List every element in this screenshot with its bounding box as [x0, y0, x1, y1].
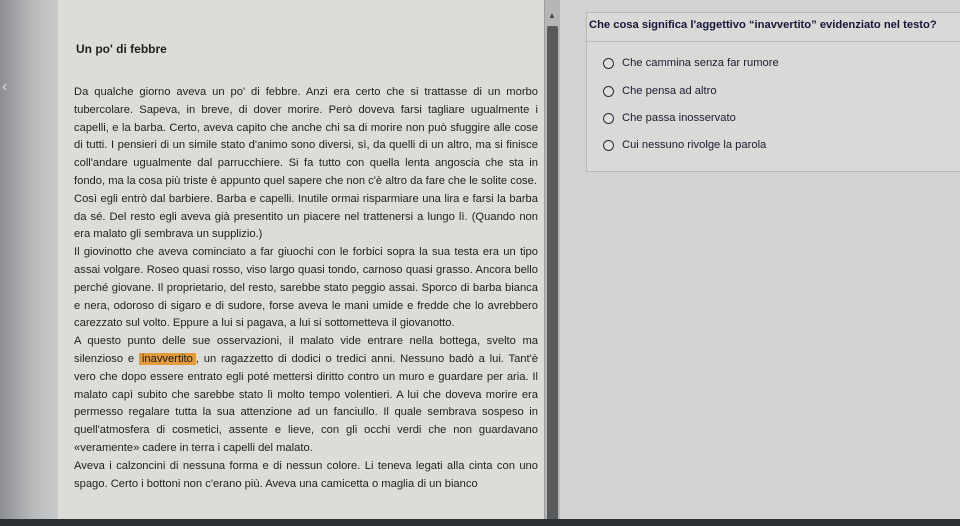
- question-divider: [587, 41, 960, 42]
- answer-option-label: Che cammina senza far rumore: [622, 57, 779, 69]
- left-edge-panel: [0, 0, 58, 526]
- scrollbar-track[interactable]: [544, 0, 561, 526]
- question-pane: [560, 0, 960, 526]
- scrollbar-thumb[interactable]: [547, 26, 558, 520]
- answer-option-label: Che passa inosservato: [622, 112, 736, 124]
- passage-paragraph-highlighted: [74, 333, 538, 458]
- passage-title: Un po' di febbre: [76, 42, 167, 56]
- radio-button[interactable]: [603, 58, 614, 69]
- answer-option-1[interactable]: [603, 57, 779, 69]
- passage-paragraph: Aveva i calzoncini di nessuna forma e di nessun colore. Li teneva legati alla cinta con uno spago. Certo i bottoni non c'erano più. Aveva una camicetta o maglia di un bianco: [74, 459, 538, 490]
- bottom-bar: [0, 519, 960, 526]
- scroll-up-arrow-icon[interactable]: ▲: [548, 11, 556, 20]
- radio-button[interactable]: [603, 113, 614, 124]
- answer-option-4[interactable]: [603, 139, 766, 151]
- passage-paragraph: Il giovinotto che aveva cominciato a far giuochi con le forbici sopra la sua testa era un tipo assai volgare. Roseo quasi rosso, viso largo quasi tondo, carnoso quasi grasso. Ancora bello perché giovane. Il proprietario, del resto, sarebbe stato peggio assai. Sporco di barba bianca e nera, odoroso di sigaro e di sudore, forse aveva le mani umide e fredde che lo avrebbero carezzato sul volto. Eppure a lui si pagava, a lui si sottometteva il giovanotto.: [74, 246, 538, 330]
- answer-option-label: Che pensa ad altro: [622, 85, 717, 97]
- radio-button[interactable]: [603, 86, 614, 97]
- question-text: Che cosa significa l'aggettivo “inavvertito” evidenziato nel testo?: [589, 19, 937, 31]
- answer-option-3[interactable]: [603, 112, 736, 124]
- paragraph-text-after: , un ragazzetto di dodici o tredici anni. Nessuno badò a lui. Tant'è vero che dopo essere entrato egli poté mettersi diritto contro un muro e guardare per aria. Il malato capì subito che sarebbe stato lì molto tempo volentieri. A lui che doveva morire era permesso regalare tutta la sua attenzione ad un fanciullo. Il quale sembrava sospeso in quell'atmosfera di cosmetici, assente e lieve, con gli occhi verdi che non guardavano «veramente» cadere in terra i capelli del malato.: [74, 352, 538, 454]
- reading-pane: [58, 0, 544, 526]
- passage-paragraph: Così egli entrò dal barbiere. Barba e capelli. Inutile ormai risparmiare una lira e farsi la barba da sé. Del resto egli aveva già presentito un piacere nel trattenersi a lungo lì. (Quando non era malato gli sembrava un supplizio.): [74, 192, 538, 241]
- radio-button[interactable]: [603, 140, 614, 151]
- answer-option-label: Cui nessuno rivolge la parola: [622, 139, 767, 151]
- paragraph-text-before: A questo punto delle sue osservazioni, il malato vide entrare nella bottega, svelto ma silenzioso e: [74, 335, 538, 365]
- passage-body: [74, 84, 538, 493]
- answer-option-2[interactable]: [603, 85, 717, 97]
- highlighted-word: inavvertito: [139, 353, 196, 365]
- question-box: [586, 12, 960, 172]
- back-chevron-icon[interactable]: ‹: [2, 78, 8, 95]
- passage-paragraph: Da qualche giorno aveva un po' di febbre. Anzi era certo che si trattasse di un morbo tubercolare. Sapeva, in breve, di dover morire. Però doveva farsi tagliare ugualmente i capelli, e la barba. Certo, aveva capito che anche chi sa di morire non può sfuggire alle cose di tutti. I pensieri di un simile stato d'animo sono diversi, sì, da quelli di un altro, ma si finisce coll'andare ugualmente dal parrucchiere. Si fa tutto con quella lenta angoscia che sta in fondo, ma la cosa più triste è appunto quel sapere che non c'è altro da fare che le solite cose.: [74, 86, 538, 187]
